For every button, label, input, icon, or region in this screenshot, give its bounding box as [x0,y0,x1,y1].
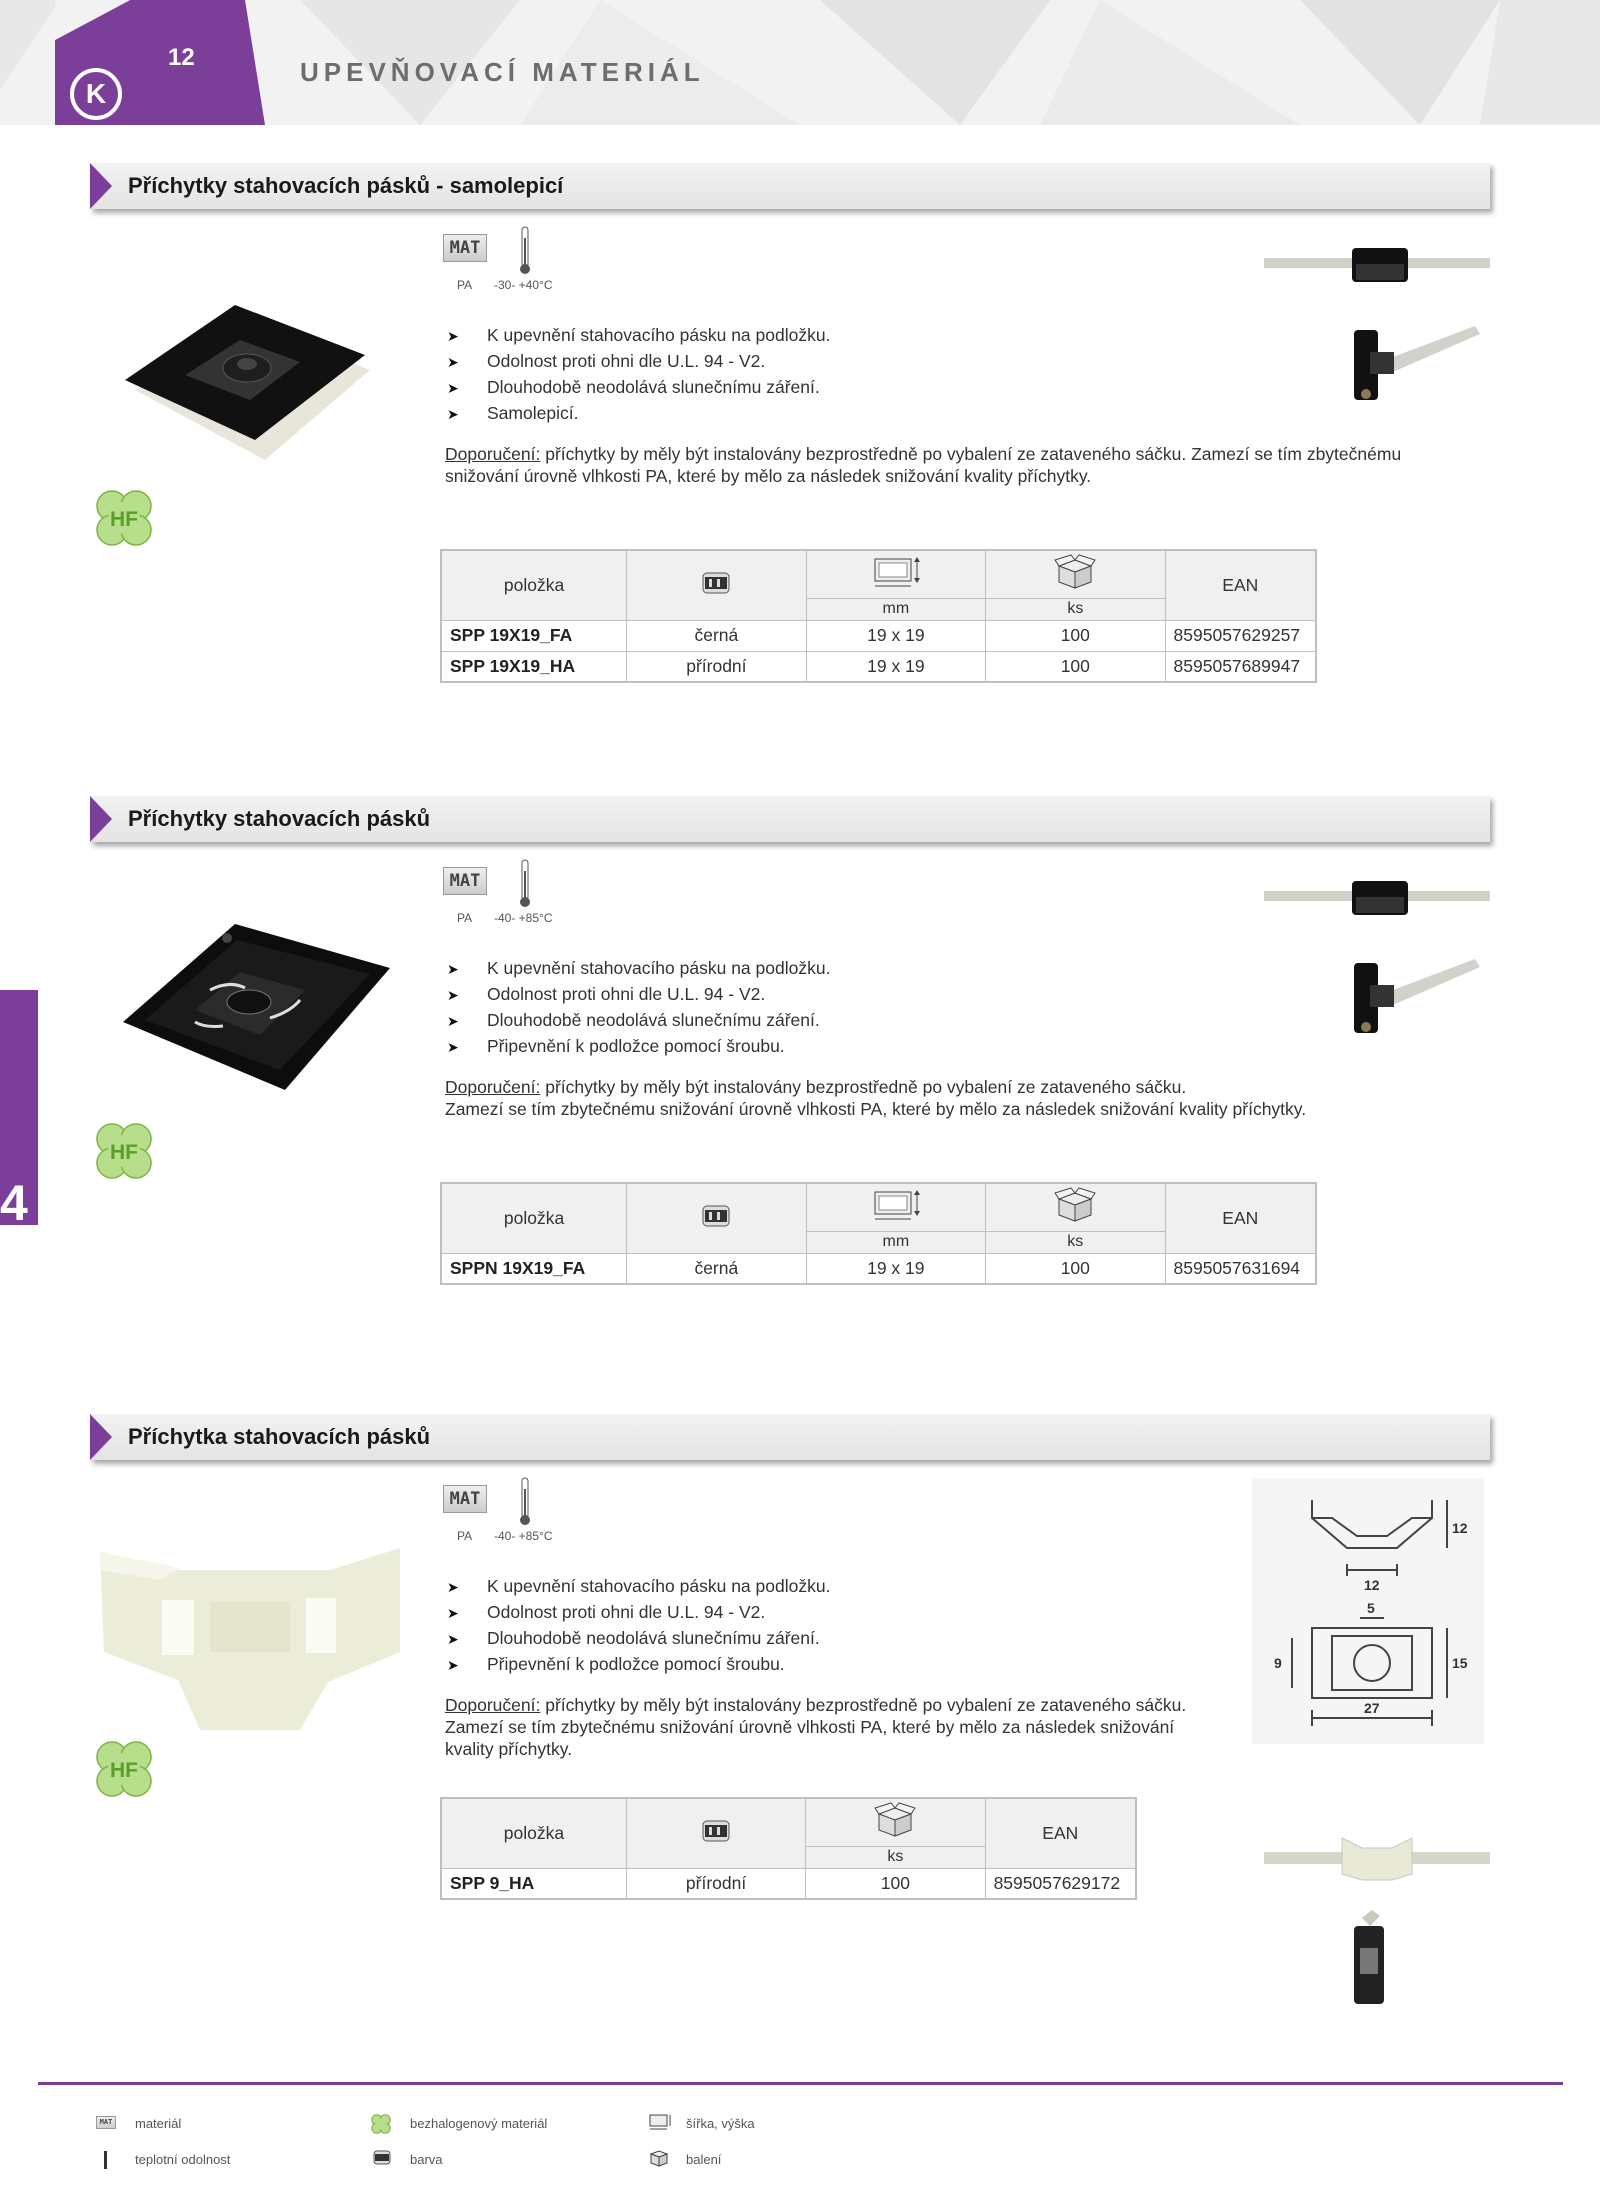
product-photo-adhesive-mount [115,270,375,470]
thermometer-icon [104,2151,108,2169]
section-title: Příchytky stahovacích pásků - samolepicí [128,173,564,198]
usage-photo-mounted [1340,1908,1440,2008]
bullet-arrow-icon: ➤ [447,380,459,396]
package-icon [806,1798,985,1846]
column-header-item: položka [441,550,627,620]
mat-icon: MAT [443,234,487,262]
thermometer-icon [518,226,532,276]
column-header-ean: EAN [985,1798,1136,1868]
list-item: ➤ Odolnost proti ohni dle U.L. 94 - V2. [447,1600,830,1626]
bullet-arrow-icon: ➤ [447,1039,459,1055]
product-table [440,1797,1137,1900]
feature-list [447,956,830,1060]
unit-pack: ks [986,598,1165,620]
brand-logo: K [70,68,122,120]
legend-label-temperature: teplotní odolnost [135,2152,231,2167]
size-icon [648,2113,672,2131]
section-heading [90,1414,1490,1460]
temperature-value: -40- +85°C [494,1529,553,1543]
usage-photo-side [1262,873,1492,933]
bullet-arrow-icon: ➤ [447,1579,459,1595]
bullet-arrow-icon: ➤ [447,987,459,1003]
svg-text:HF: HF [110,1141,138,1164]
table-row: SPP 9_HA přírodní 100 8595057629172 [441,1868,1136,1899]
usage-photo-side [1262,1830,1492,1890]
temperature-value: -30- +40°C [494,278,553,292]
dim-width: 27 [1364,1700,1380,1716]
product-table [440,549,1317,683]
size-icon [806,1183,985,1231]
feature-list [447,1574,830,1678]
table-row: SPP 19X19_FA černá 19 x 19 100 8595057629257 [441,620,1316,651]
list-item: ➤ K upevnění stahovacího pásku na podložku. [447,323,830,349]
thermometer-icon [518,859,532,909]
section-heading [90,163,1490,209]
material-value: PA [457,1529,473,1543]
technical-drawing [1252,1478,1484,1744]
package-icon [986,550,1165,598]
recommendation-note: Doporučení: příchytky by měly být instalovány bezprostředně po vybalení ze zataveného sáčku. Zamezí se tím zbytečnému snižování úrovně vlhkosti PA, které by mělo za následek snižování kvality příchytky. [445,1077,1307,1119]
list-item: ➤ Samolepicí. [447,401,830,427]
product-table [440,1182,1317,1285]
mat-icon: MAT [443,1485,487,1513]
column-header-ean: EAN [1165,1183,1316,1253]
chapter-number: 4 [0,1175,28,1231]
section-title: Příchytka stahovacích pásků [128,1424,431,1449]
list-item: ➤ Odolnost proti ohni dle U.L. 94 - V2. [447,982,830,1008]
dim-top-height: 12 [1452,1520,1468,1536]
dim-right-height: 15 [1452,1655,1468,1671]
recommendation-note: Doporučení: příchytky by měly být instalovány bezprostředně po vybalení ze zataveného sáčku. Zamezí se tím zbytečnému snižování úrovně vlhkosti PA, které by mělo za následek snižování kvality příchytky. [445,1695,1187,1759]
mat-icon: MAT [96,2116,116,2129]
feature-list [447,323,830,427]
section-arrow-icon [90,163,112,209]
page-title: UPEVŇOVACÍ MATERIÁL [300,57,705,87]
bullet-arrow-icon: ➤ [447,961,459,977]
list-item: ➤ Odolnost proti ohni dle U.L. 94 - V2. [447,349,830,375]
bullet-arrow-icon: ➤ [447,1657,459,1673]
dim-top-width: 12 [1364,1577,1380,1593]
list-item: ➤ Připevnění k podložce pomocí šroubu. [447,1652,830,1678]
color-icon [372,2149,392,2167]
thermometer-icon [518,1477,532,1527]
unit-size: mm [806,1231,985,1253]
legend-label-package: balení [686,2152,722,2167]
footer-divider [38,2082,1563,2085]
product-photo-screw-mount [115,910,395,1100]
list-item: ➤ K upevnění stahovacího pásku na podložku. [447,956,830,982]
section-arrow-icon [90,796,112,842]
note-label: Doporučení: [445,1077,541,1097]
package-icon [648,2148,670,2168]
column-header-ean: EAN [1165,550,1316,620]
color-icon [627,550,807,620]
color-icon [626,1798,805,1868]
bullet-arrow-icon: ➤ [447,328,459,344]
bullet-arrow-icon: ➤ [447,1013,459,1029]
hf-icon [92,1119,156,1183]
list-item: ➤ Připevnění k podložce pomocí šroubu. [447,1034,830,1060]
column-header-item: položka [441,1798,626,1868]
unit-pack: ks [986,1231,1165,1253]
legend-label-material: materiál [135,2116,182,2131]
bullet-arrow-icon: ➤ [447,1631,459,1647]
page-number: 12 [168,44,195,71]
svg-text:HF: HF [110,1759,138,1782]
color-icon [627,1183,806,1253]
column-header-item: položka [441,1183,627,1253]
material-value: PA [457,278,473,292]
temperature-value: -40- +85°C [494,911,553,925]
list-item: ➤ Dlouhodobě neodolává slunečnímu záření. [447,375,830,401]
section-title: Příchytky stahovacích pásků [128,806,431,831]
legend-label-size: šířka, výška [686,2116,755,2131]
package-icon [986,1183,1165,1231]
table-row: SPPN 19X19_FA černá 19 x 19 100 8595057631694 [441,1253,1316,1284]
section-arrow-icon [90,1414,112,1460]
product-photo-saddle-mount [100,1540,410,1730]
material-value: PA [457,911,473,925]
hf-icon [92,1737,156,1801]
note-label: Doporučení: [445,444,541,464]
hf-icon [92,486,156,550]
usage-photo-side [1262,240,1492,300]
unit-pack: ks [806,1846,985,1868]
bullet-arrow-icon: ➤ [447,406,459,422]
size-icon [806,550,985,598]
note-label: Doporučení: [445,1695,541,1715]
hf-icon [370,2113,392,2135]
bullet-arrow-icon: ➤ [447,1605,459,1621]
bullet-arrow-icon: ➤ [447,354,459,370]
mat-icon: MAT [443,867,487,895]
dim-left-height: 9 [1274,1655,1282,1671]
list-item: ➤ Dlouhodobě neodolává slunečnímu záření. [447,1626,830,1652]
list-item: ➤ K upevnění stahovacího pásku na podložku. [447,1574,830,1600]
usage-photo-mounted [1340,322,1480,407]
usage-photo-mounted [1340,955,1480,1040]
dim-slot: 5 [1367,1600,1375,1616]
svg-text:HF: HF [110,508,138,531]
table-row: SPP 19X19_HA přírodní 19 x 19 100 8595057689947 [441,651,1316,682]
list-item: ➤ Dlouhodobě neodolává slunečnímu záření. [447,1008,830,1034]
legend-label-color: barva [410,2152,443,2167]
section-heading [90,796,1490,842]
unit-size: mm [806,598,985,620]
legend-label-halogen-free: bezhalogenový materiál [410,2116,548,2131]
recommendation-note: Doporučení: příchytky by měly být instalovány bezprostředně po vybalení ze zataveného sáčku. Zamezí se tím zbytečnému snižování úrovně vlhkosti PA, které by mělo za následek snižování kvality příchytky. [445,444,1402,486]
